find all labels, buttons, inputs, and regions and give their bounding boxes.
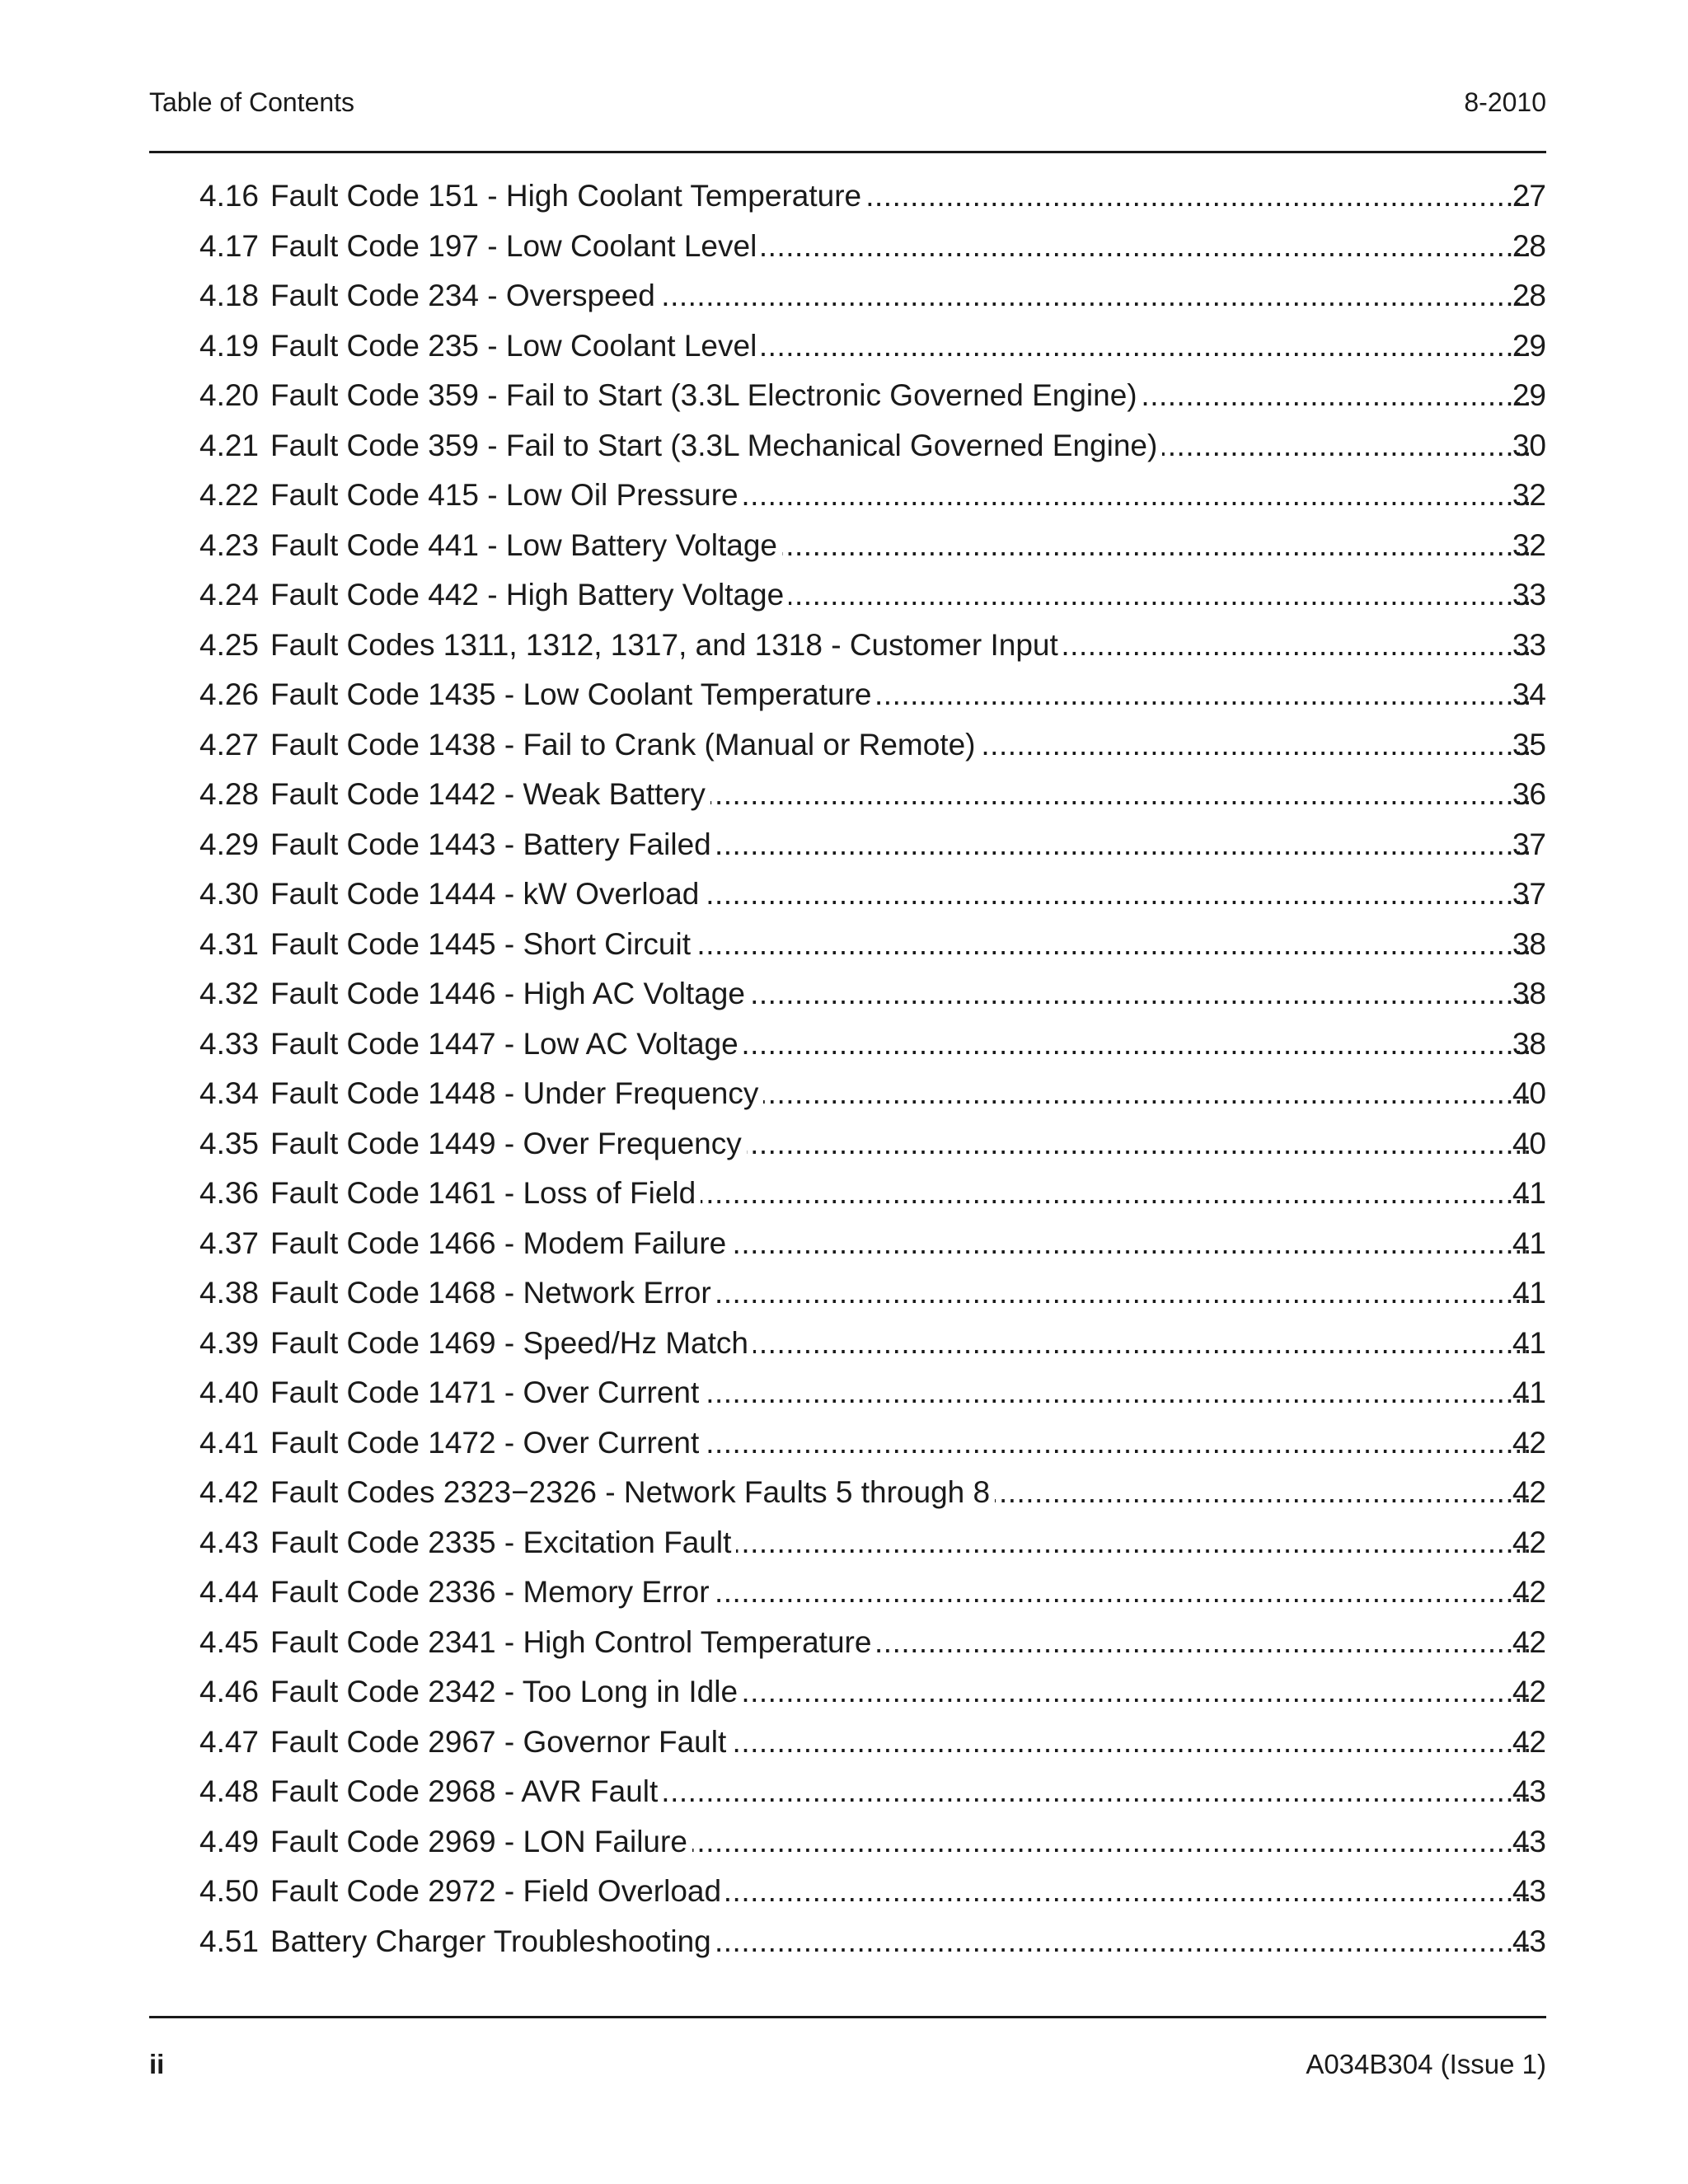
toc-entry[interactable] <box>199 171 1546 222</box>
toc-entry-title: Fault Code 1472 - Over Current <box>270 1426 704 1460</box>
toc-entry[interactable] <box>199 720 1546 771</box>
toc-entry-number: 4.21 <box>199 428 260 462</box>
toc-entry-title: Fault Code 1435 - Low Coolant Temperature <box>270 677 876 711</box>
toc-entry-page: 42 <box>1512 1675 1546 1709</box>
toc-entry-page: 42 <box>1512 1575 1546 1610</box>
toc-entry-page: 42 <box>1512 1624 1546 1659</box>
toc-entry-title: Fault Code 1466 - Modem Failure <box>270 1226 731 1260</box>
toc-entry-title: Fault Code 1449 - Over Frequency <box>270 1127 747 1160</box>
toc-entry-page: 29 <box>1512 378 1546 413</box>
toc-entry-page: 40 <box>1512 1076 1546 1111</box>
toc-entry-number: 4.36 <box>199 1176 260 1211</box>
toc-entry-title: Fault Code 1469 - Speed/Hz Match <box>270 1326 753 1360</box>
toc-entry-number: 4.49 <box>199 1824 260 1858</box>
toc-entry-page: 37 <box>1512 877 1546 912</box>
toc-entry[interactable] <box>199 1518 1546 1568</box>
toc-entry-title: Fault Code 2341 - High Control Temperature <box>270 1625 876 1659</box>
toc-entry-number: 4.47 <box>199 1724 260 1759</box>
toc-entry-leader <box>270 827 1531 862</box>
footer-page-number: ii <box>149 2049 165 2079</box>
toc-entry-leader <box>270 1625 1531 1660</box>
toc-entry[interactable] <box>199 222 1546 272</box>
toc-entry-number: 4.35 <box>199 1126 260 1160</box>
toc-entry-title: Fault Code 235 - Low Coolant Level <box>270 329 762 363</box>
toc-entry-leader <box>270 877 1531 912</box>
toc-entry-leader <box>270 1675 1531 1709</box>
toc-entry-number: 4.31 <box>199 926 260 961</box>
toc-entry-number: 4.39 <box>199 1325 260 1360</box>
toc-entry-number: 4.27 <box>199 727 260 762</box>
toc-entry-leader <box>270 927 1531 962</box>
toc-entry-title: Fault Code 1447 - Low AC Voltage <box>270 1027 743 1061</box>
toc-entry[interactable] <box>199 1568 1546 1618</box>
toc-entry-page: 28 <box>1512 228 1546 263</box>
toc-entry-page: 41 <box>1512 1276 1546 1310</box>
toc-entry-title: Fault Code 1443 - Battery Failed <box>270 827 716 861</box>
toc-entry-title: Fault Code 2336 - Memory Error <box>270 1575 715 1609</box>
toc-entry-title: Fault Code 441 - Low Battery Voltage <box>270 528 782 562</box>
toc-entry[interactable] <box>199 1418 1546 1469</box>
toc-entry-page: 34 <box>1512 677 1546 712</box>
toc-entry-title: Fault Code 197 - Low Coolant Level <box>270 229 762 263</box>
toc-entry-page: 38 <box>1512 1026 1546 1061</box>
toc-entry-leader <box>270 1725 1531 1760</box>
toc-entry-leader <box>270 1076 1531 1111</box>
toc-entry[interactable] <box>199 969 1546 1019</box>
toc-entry-leader <box>270 429 1531 463</box>
toc-entry-title: Fault Code 1438 - Fail to Crank (Manual or Remote) <box>270 728 980 762</box>
toc-entry-title: Fault Code 2967 - Governor Fault <box>270 1725 731 1759</box>
toc-entry-title: Fault Code 151 - High Coolant Temperature <box>270 179 866 213</box>
toc-entry-page: 37 <box>1512 827 1546 861</box>
toc-entry-number: 4.23 <box>199 527 260 562</box>
toc-entry[interactable] <box>199 1169 1546 1219</box>
toc-entry-page: 33 <box>1512 578 1546 612</box>
toc-entry[interactable] <box>199 1667 1546 1718</box>
toc-entry-leader <box>270 179 1531 213</box>
header-rule <box>149 151 1546 153</box>
toc-entry-number: 4.18 <box>199 279 260 313</box>
toc-entry-number: 4.50 <box>199 1874 260 1909</box>
toc-entry-number: 4.51 <box>199 1924 260 1958</box>
toc-entry-number: 4.29 <box>199 827 260 861</box>
toc-entry-page: 36 <box>1512 777 1546 812</box>
toc-entry-page: 42 <box>1512 1724 1546 1759</box>
toc-entry-leader <box>270 977 1531 1011</box>
toc-entry-leader <box>270 1526 1531 1560</box>
toc-entry-page: 41 <box>1512 1226 1546 1260</box>
toc-entry[interactable] <box>199 421 1546 471</box>
toc-entry-title: Fault Code 1468 - Network Error <box>270 1276 716 1310</box>
toc-entry-leader <box>270 528 1531 563</box>
toc-entry-title: Fault Code 1446 - High AC Voltage <box>270 977 750 1010</box>
toc-entry-page: 29 <box>1512 328 1546 363</box>
toc-entry-number: 4.43 <box>199 1525 260 1559</box>
toc-entry-title: Battery Charger Troubleshooting <box>270 1924 716 1958</box>
toc-list <box>199 171 1546 1966</box>
toc-entry-number: 4.41 <box>199 1425 260 1460</box>
toc-entry[interactable] <box>199 770 1546 820</box>
toc-entry[interactable] <box>199 471 1546 521</box>
toc-entry[interactable] <box>199 1268 1546 1319</box>
toc-entry-leader <box>270 229 1531 264</box>
toc-entry-leader <box>270 279 1531 313</box>
header-section-title: Table of Contents <box>149 87 355 117</box>
toc-entry-number: 4.40 <box>199 1376 260 1410</box>
toc-entry-number: 4.16 <box>199 179 260 213</box>
toc-entry-leader <box>270 478 1531 513</box>
toc-entry-page: 38 <box>1512 926 1546 961</box>
toc-entry-title: Fault Code 1445 - Short Circuit <box>270 927 696 961</box>
toc-entry-leader <box>270 1825 1531 1859</box>
toc-entry-number: 4.46 <box>199 1675 260 1709</box>
toc-entry-page: 33 <box>1512 627 1546 662</box>
toc-entry[interactable] <box>199 371 1546 421</box>
toc-entry-page: 43 <box>1512 1824 1546 1858</box>
footer-document-id: A034B304 (Issue 1) <box>1306 2049 1546 2079</box>
toc-entry-title: Fault Code 1461 - Loss of Field <box>270 1176 701 1210</box>
toc-entry-leader <box>270 677 1531 712</box>
toc-entry-page: 43 <box>1512 1924 1546 1958</box>
toc-entry[interactable] <box>199 521 1546 571</box>
toc-entry[interactable] <box>199 920 1546 970</box>
toc-entry-number: 4.24 <box>199 578 260 612</box>
toc-entry-leader <box>270 1376 1531 1410</box>
toc-entry-page: 35 <box>1512 727 1546 762</box>
toc-entry[interactable] <box>199 570 1546 621</box>
toc-entry-page: 32 <box>1512 478 1546 513</box>
toc-entry-title: Fault Code 2335 - Excitation Fault <box>270 1526 736 1559</box>
toc-entry-title: Fault Codes 1311, 1312, 1317, and 1318 - Customer Input <box>270 628 1063 662</box>
toc-entry-page: 41 <box>1512 1376 1546 1410</box>
toc-entry-leader <box>270 1874 1531 1909</box>
toc-entry-leader <box>270 378 1531 413</box>
toc-entry[interactable] <box>199 1767 1546 1817</box>
toc-entry[interactable] <box>199 1917 1546 1967</box>
toc-entry-number: 4.17 <box>199 228 260 263</box>
toc-entry-leader <box>270 1575 1531 1610</box>
toc-entry-number: 4.32 <box>199 977 260 1011</box>
toc-entry-page: 41 <box>1512 1176 1546 1211</box>
toc-entry-number: 4.34 <box>199 1076 260 1111</box>
toc-entry-leader <box>270 777 1531 812</box>
toc-entry-leader <box>270 1127 1531 1161</box>
toc-entry-title: Fault Code 359 - Fail to Start (3.3L Mechanical Governed Engine) <box>270 429 1162 462</box>
toc-entry[interactable] <box>199 1368 1546 1418</box>
toc-entry-page: 42 <box>1512 1475 1546 1510</box>
toc-entry[interactable] <box>199 1718 1546 1768</box>
toc-entry[interactable] <box>199 321 1546 372</box>
toc-entry-title: Fault Code 415 - Low Oil Pressure <box>270 478 743 512</box>
toc-entry-number: 4.25 <box>199 627 260 662</box>
toc-entry-page: 30 <box>1512 428 1546 462</box>
toc-entry[interactable] <box>199 1019 1546 1070</box>
toc-entry[interactable] <box>199 1319 1546 1369</box>
toc-entry-title: Fault Code 2972 - Field Overload <box>270 1874 726 1908</box>
toc-entry-number: 4.26 <box>199 677 260 712</box>
toc-entry-leader <box>270 1924 1531 1959</box>
header-date: 8-2010 <box>1464 87 1546 117</box>
toc-entry-number: 4.33 <box>199 1026 260 1061</box>
toc-entry-leader <box>270 728 1531 762</box>
toc-entry[interactable] <box>199 1867 1546 1917</box>
toc-entry-number: 4.38 <box>199 1276 260 1310</box>
toc-entry-page: 27 <box>1512 179 1546 213</box>
toc-entry-page: 42 <box>1512 1525 1546 1559</box>
toc-entry[interactable] <box>199 1069 1546 1119</box>
toc-entry-leader <box>270 1276 1531 1310</box>
toc-entry-leader <box>270 1475 1531 1510</box>
toc-entry[interactable] <box>199 1618 1546 1668</box>
toc-entry-title: Fault Code 2968 - AVR Fault <box>270 1774 663 1808</box>
toc-entry-number: 4.28 <box>199 777 260 812</box>
toc-entry[interactable] <box>199 1817 1546 1868</box>
toc-entry[interactable] <box>199 869 1546 920</box>
toc-entry-leader <box>270 1774 1531 1809</box>
toc-entry[interactable] <box>199 1219 1546 1269</box>
toc-entry-title: Fault Code 1471 - Over Current <box>270 1376 704 1409</box>
toc-entry-page: 32 <box>1512 527 1546 562</box>
toc-entry[interactable] <box>199 271 1546 321</box>
toc-entry-title: Fault Codes 2323−2326 - Network Faults 5 through 8 <box>270 1475 995 1509</box>
toc-entry-number: 4.19 <box>199 328 260 363</box>
toc-entry[interactable] <box>199 820 1546 870</box>
toc-entry-title: Fault Code 1442 - Weak Battery <box>270 777 710 811</box>
toc-entry-leader <box>270 1226 1531 1261</box>
footer-rule <box>149 2016 1546 2018</box>
toc-entry-page: 43 <box>1512 1774 1546 1809</box>
toc-entry-page: 43 <box>1512 1874 1546 1909</box>
toc-entry-title: Fault Code 2342 - Too Long in Idle <box>270 1675 743 1708</box>
toc-entry-number: 4.22 <box>199 478 260 513</box>
toc-entry-page: 28 <box>1512 279 1546 313</box>
toc-entry-number: 4.30 <box>199 877 260 912</box>
toc-entry-number: 4.20 <box>199 378 260 413</box>
toc-entry-number: 4.42 <box>199 1475 260 1510</box>
toc-entry-title: Fault Code 442 - High Battery Voltage <box>270 578 789 612</box>
toc-entry-title: Fault Code 1444 - kW Overload <box>270 877 704 911</box>
toc-entry-page: 40 <box>1512 1126 1546 1160</box>
toc-entry-title: Fault Code 234 - Overspeed <box>270 279 660 312</box>
toc-entry-number: 4.48 <box>199 1774 260 1809</box>
toc-entry-title: Fault Code 2969 - LON Failure <box>270 1825 692 1858</box>
toc-entry-leader <box>270 628 1531 663</box>
toc-entry-number: 4.44 <box>199 1575 260 1610</box>
toc-entry-leader <box>270 329 1531 363</box>
toc-entry-title: Fault Code 359 - Fail to Start (3.3L Electronic Governed Engine) <box>270 378 1142 412</box>
toc-entry-number: 4.45 <box>199 1624 260 1659</box>
toc-entry[interactable] <box>199 621 1546 671</box>
toc-entry-number: 4.37 <box>199 1226 260 1260</box>
toc-entry[interactable] <box>199 1468 1546 1518</box>
toc-entry-page: 41 <box>1512 1325 1546 1360</box>
toc-entry[interactable] <box>199 670 1546 720</box>
toc-entry-page: 38 <box>1512 977 1546 1011</box>
toc-entry-leader <box>270 1426 1531 1460</box>
toc-entry-leader <box>270 1326 1531 1361</box>
toc-entry-leader <box>270 1027 1531 1062</box>
toc-entry-page: 42 <box>1512 1425 1546 1460</box>
toc-entry-leader <box>270 578 1531 612</box>
toc-entry-leader <box>270 1176 1531 1211</box>
toc-entry-title: Fault Code 1448 - Under Frequency <box>270 1076 763 1110</box>
toc-entry[interactable] <box>199 1119 1546 1169</box>
